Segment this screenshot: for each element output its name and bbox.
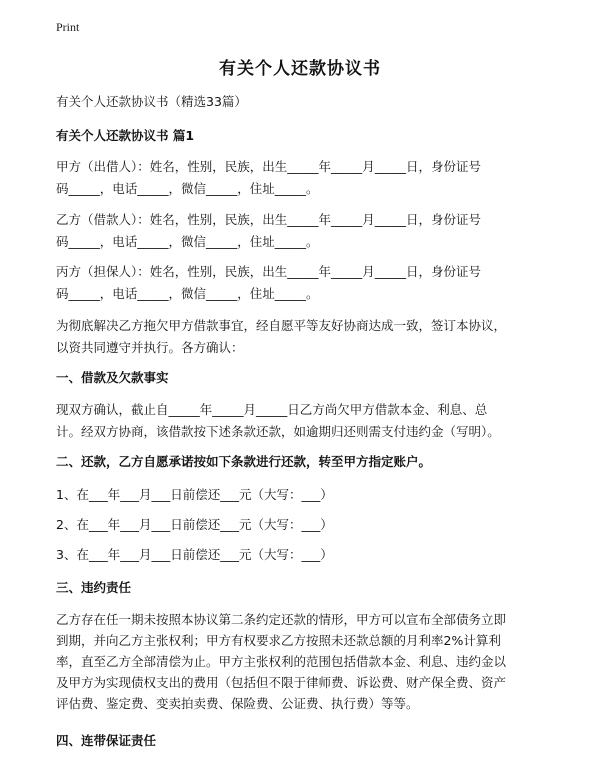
- repayment-item-2: 2、在___年___月___日前偿还___元（大写：___）: [56, 517, 333, 532]
- preamble-line-1: 为彻底解决乙方拖欠甲方借款事宜，经自愿平等友好协商达成一致，签订本协议，: [56, 318, 507, 333]
- repayment-item-1: 1、在___年___月___日前偿还___元（大写：___）: [56, 487, 333, 502]
- section-title: 有关个人还款协议书 篇1: [56, 128, 195, 143]
- section-2-heading: 二、还款，乙方自愿承诺按如下条款进行还款，转至甲方指定账户。: [56, 454, 432, 469]
- borrower-info-line-2: 码_____，电话_____，微信_____，住址_____。: [56, 234, 319, 249]
- section-3-line-2: 到期，并向乙方主张权利；甲方有权要求乙方按照未还款总额的月利率2%计算利: [56, 633, 501, 648]
- repayment-item-3: 3、在___年___月___日前偿还___元（大写：___）: [56, 547, 333, 562]
- section-3-line-5: 评估费、鉴定费、变卖拍卖费、保险费、公证费、执行费）等等。: [56, 696, 419, 711]
- guarantor-info-line-1: 丙方（担保人）：姓名，性别，民族，出生_____年_____月_____日，身份证号: [56, 264, 482, 279]
- section-1-line-2: 计。经双方协商，该借款按下述条款还款，如逾期归还则需支付违约金（写明）。: [56, 424, 500, 439]
- section-3-line-4: 及甲方为实现债权支出的费用（包括但不限于律师费、诉讼费、财产保全费、资产: [56, 675, 507, 690]
- borrower-info-line-1: 乙方（借款人）：姓名，性别，民族，出生_____年_____月_____日，身份证号: [56, 212, 482, 227]
- section-1-line-1: 现双方确认，截止自_____年_____月_____日乙方尚欠甲方借款本金、利息、总: [56, 402, 488, 417]
- section-4-heading: 四、连带保证责任: [56, 733, 157, 748]
- section-3-line-3: 率，直至乙方全部清偿为止。甲方主张权利的范围包括借款本金、利息、违约金以: [56, 654, 507, 669]
- print-link[interactable]: Print: [56, 20, 80, 34]
- lender-info-line-2: 码_____，电话_____，微信_____，住址_____。: [56, 181, 319, 196]
- lender-info-line-1: 甲方（出借人）：姓名，性别，民族，出生_____年_____月_____日，身份证号: [56, 159, 482, 174]
- preamble-line-2: 以资共同遵守并执行。各方确认：: [56, 340, 244, 355]
- section-3-heading: 三、违约责任: [56, 580, 132, 595]
- collection-subtitle: 有关个人还款协议书（精选33篇）: [56, 94, 247, 109]
- section-1-heading: 一、借款及欠款事实: [56, 370, 169, 385]
- document-title: 有关个人还款协议书: [219, 59, 381, 79]
- guarantor-info-line-2: 码_____，电话_____，微信_____，住址_____。: [56, 286, 319, 301]
- section-3-line-1: 乙方存在任一期未按照本协议第二条约定还款的情形，甲方可以宣布全部债务立即: [56, 612, 507, 627]
